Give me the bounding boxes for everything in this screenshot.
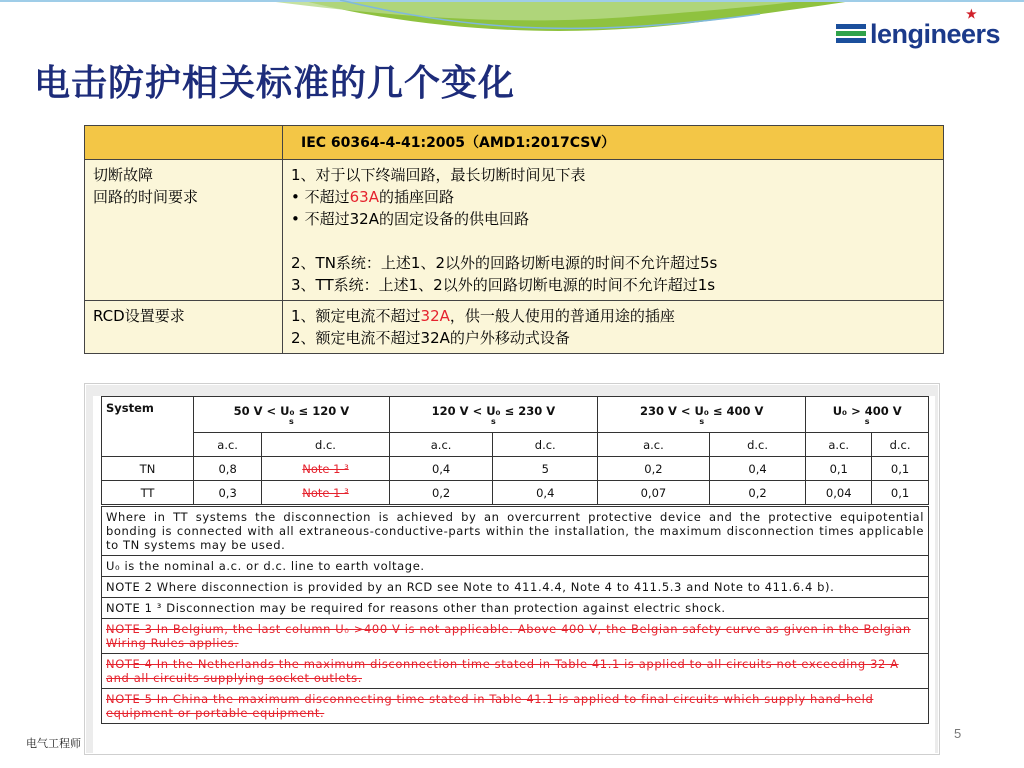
subheader-cell: d.c. <box>872 433 929 457</box>
subheader-cell: d.c. <box>262 433 390 457</box>
range-header: U₀ > 400 V s <box>806 397 929 433</box>
row-content-cell <box>283 160 944 301</box>
value-cell: Note 1 ³ <box>262 457 390 481</box>
subheader-cell: a.c. <box>806 433 872 457</box>
content-line: 1、对于以下终端回路，最长切断时间见下表 <box>291 166 586 184</box>
subheader-cell: a.c. <box>598 433 710 457</box>
value-cell: 0,4 <box>389 457 493 481</box>
table-row <box>102 457 929 481</box>
subheader-cell: d.c. <box>709 433 806 457</box>
highlight-value: 63A <box>349 188 379 206</box>
scanned-standard-excerpt <box>84 383 940 755</box>
subheader-row <box>102 433 929 457</box>
value-cell: 0,1 <box>872 481 929 505</box>
value-cell: 0,2 <box>709 481 806 505</box>
value-cell: 0,2 <box>389 481 493 505</box>
value-cell: 0,8 <box>194 457 262 481</box>
note-text: U₀ is the nominal a.c. or d.c. line to earth voltage. <box>102 555 928 576</box>
value-cell: 0,4 <box>709 457 806 481</box>
scan-page <box>93 396 935 755</box>
range-header: 50 V < U₀ ≤ 120 V s <box>194 397 390 433</box>
system-cell: TT <box>102 481 194 505</box>
table-row <box>85 301 944 354</box>
deleted-note-text: NOTE 5 In China the maximum disconnecting time stated in Table 41.1 is applied to final circuits which supply hand-held equipment or portable equipment. <box>102 688 928 723</box>
slide-title: 电击防护相关标准的几个变化 <box>34 62 516 104</box>
content-line: • 不超过32A的固定设备的供电回路 <box>291 210 529 228</box>
table-row <box>102 481 929 505</box>
row-label-line: 回路的时间要求 <box>93 188 199 206</box>
value-cell: Note 1 ³ <box>262 481 390 505</box>
table-notes <box>101 506 929 724</box>
subheader-cell: a.c. <box>194 433 262 457</box>
deleted-note-text: NOTE 3 In Belgium, the last column U₀ >400 V is not applicable. Above 400 V, the Belgian safety curve as given in the Belgian Wiring Rules applies. <box>102 618 928 653</box>
page-number: 5 <box>954 726 962 741</box>
value-cell: 0,04 <box>806 481 872 505</box>
range-header-row <box>102 397 929 433</box>
row-label-cell <box>85 160 283 301</box>
standard-header-cell: IEC 60364-4-41:2005（AMD1:2017CSV） <box>283 126 944 160</box>
content-line: • 不超过63A的插座回路 <box>291 188 454 206</box>
content-line <box>291 230 935 252</box>
system-header: System <box>102 397 194 457</box>
logo-emblem-icon <box>836 21 866 47</box>
subheader-cell: a.c. <box>389 433 493 457</box>
star-icon: ★ <box>966 6 977 21</box>
deleted-note-text: NOTE 4 In the Netherlands the maximum disconnection time stated in Table 41.1 is applied to all circuits not exceeding 32 A and all circuits supplying socket outlets. <box>102 653 928 688</box>
logo-text: lengineers <box>870 18 1001 49</box>
value-cell: 0,1 <box>872 457 929 481</box>
value-cell: 0,4 <box>493 481 598 505</box>
row-content-cell <box>283 301 944 354</box>
value-cell: 5 <box>493 457 598 481</box>
content-line: 2、TN系统：上述1、2以外的回路切断电源的时间不允许超过5s <box>291 254 718 272</box>
highlight-value: 32A <box>420 307 450 325</box>
content-line: 2、额定电流不超过32A的户外移动式设备 <box>291 329 570 347</box>
header-empty-cell <box>85 126 283 160</box>
value-cell: 0,07 <box>598 481 710 505</box>
note-text: NOTE 1 ³ Disconnection may be required for reasons other than protection against electric shock. <box>102 597 928 618</box>
value-cell: 0,1 <box>806 457 872 481</box>
engineers-logo <box>836 6 1001 54</box>
note-text: Where in TT systems the disconnection is achieved by an overcurrent protective device and the protective equipotential bonding is connected with all extraneous-conductive-parts within the installation, the maximum disconnection times applicable to TN systems may be used. <box>102 506 928 555</box>
row-label-line: 切断故障 <box>93 166 154 184</box>
range-header: 120 V < U₀ ≤ 230 V s <box>389 397 597 433</box>
value-cell: 0,3 <box>194 481 262 505</box>
content-line: 3、TT系统：上述1、2以外的回路切断电源的时间不允许超过1s <box>291 276 716 294</box>
table-header-row <box>85 126 944 160</box>
standard-comparison-table <box>84 125 944 354</box>
system-cell: TN <box>102 457 194 481</box>
disconnection-time-table <box>101 396 929 505</box>
content-line: 1、额定电流不超过32A，供一般人使用的普通用途的插座 <box>291 307 675 325</box>
value-cell: 0,2 <box>598 457 710 481</box>
footer-source: 电气工程师 <box>26 737 81 750</box>
subheader-cell: d.c. <box>493 433 598 457</box>
table-row <box>85 160 944 301</box>
range-header: 230 V < U₀ ≤ 400 V s <box>598 397 806 433</box>
row-label-cell: RCD设置要求 <box>85 301 283 354</box>
note-text: NOTE 2 Where disconnection is provided by an RCD see Note to 411.4.4, Note 4 to 411.5.3 and Note to 411.6.4 b). <box>102 576 928 597</box>
